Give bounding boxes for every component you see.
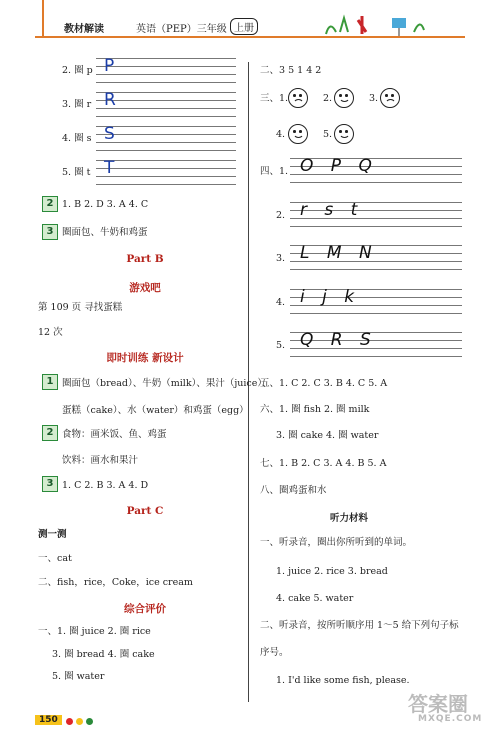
letter-r: R	[104, 90, 122, 110]
answer-four-label: 四、1.	[260, 166, 289, 177]
exercise2-answers: 1. B 2. D 3. A 4. C	[62, 199, 149, 210]
footer-dot-yellow	[76, 718, 83, 725]
answer-three-label: 三、1.	[260, 93, 289, 104]
header-decoration-icon	[318, 12, 438, 38]
page-number: 150	[35, 715, 62, 725]
q4s-label: 4. 圈 s	[62, 133, 92, 144]
answer-three-num: 3.	[369, 93, 379, 104]
game-heading: 游戏吧	[129, 282, 161, 294]
listening-part2-sentence: 1. I'd like some fish, please.	[276, 675, 410, 686]
training1-line2: 蛋糕（cake）、水（water）和鸡蛋（egg）	[62, 405, 249, 416]
sad-face-icon	[380, 88, 400, 108]
part-b-heading: Part B	[126, 253, 164, 265]
training2-line1: 食物：画米饭、鱼、鸡蛋	[62, 429, 167, 440]
happy-face-icon	[334, 124, 354, 144]
test-answer-2: 二、fish，rice，Coke，ice cream	[38, 577, 193, 588]
listening-part1-words-b: 4. cake 5. water	[276, 593, 354, 604]
letter-p: P	[104, 56, 121, 76]
letter-s: S	[104, 124, 121, 144]
review-answer-2: 3. 圈 bread 4. 圈 cake	[52, 649, 155, 660]
listening-part2-line1: 二、听录音，按所听顺序用 1～5 给下列句子标	[260, 620, 459, 631]
answer-four-num: 5.	[276, 340, 286, 351]
listening-heading: 听力材料	[330, 513, 369, 524]
happy-face-icon	[334, 88, 354, 108]
q5t-label: 5. 圈 t	[62, 167, 91, 178]
exercise-number-badge: 3	[42, 224, 58, 240]
training-heading: 即时训练 新设计	[106, 352, 184, 364]
review-answer-1: 一、1. 圈 juice 2. 圈 rice	[38, 626, 151, 637]
volume-badge: 上册	[230, 18, 258, 35]
handwriting-lmn: L M N	[300, 243, 378, 263]
handwriting-ijk: i j k	[300, 287, 361, 307]
answer-five: 五、1. C 2. C 3. B 4. C 5. A	[260, 378, 388, 389]
handwriting-rst: r s t	[300, 200, 364, 220]
answer-four-num: 3.	[276, 253, 286, 264]
part-c-heading: Part C	[126, 505, 164, 517]
listening-part2-line2: 序号。	[260, 647, 289, 658]
listening-part1-words-a: 1. juice 2. rice 3. bread	[276, 566, 388, 577]
handwriting-qrs: Q R S	[300, 330, 377, 350]
exercise-number-badge: 2	[42, 425, 58, 441]
answer-two: 二、3 5 1 4 2	[260, 65, 322, 76]
review-heading: 综合评价	[124, 603, 166, 615]
q2p-label: 2. 圈 p	[62, 65, 93, 76]
book-title: 教材解读	[64, 24, 104, 35]
answer-six-line2: 3. 圈 cake 4. 圈 water	[276, 430, 379, 441]
test-answer-1: 一、cat	[38, 553, 72, 564]
footer-dot-green	[86, 718, 93, 725]
answer-three-num: 2.	[323, 93, 333, 104]
watermark-url: MXQE.COM	[418, 714, 483, 724]
page-reference: 第 109 页 寻找蛋糕	[38, 302, 123, 313]
answer-four-num: 4.	[276, 297, 286, 308]
answer-seven: 七、1. B 2. C 3. A 4. B 5. A	[260, 458, 387, 469]
exercise-number-badge: 3	[42, 476, 58, 492]
answer-three-num: 4.	[276, 129, 286, 140]
handwriting-opq: O P Q	[300, 156, 378, 176]
header-vertical-rule	[42, 0, 44, 38]
exercise-number-badge: 1	[42, 374, 58, 390]
sad-face-icon	[288, 88, 308, 108]
training1-line1: 圈面包（bread）、牛奶（milk）、果汁（juice）、	[62, 378, 272, 389]
answer-four-num: 2.	[276, 210, 286, 221]
training2-line2: 饮料：画水和果汁	[62, 455, 139, 466]
listening-part1: 一、听录音，圈出你所听到的单词。	[260, 537, 413, 548]
exercise3-answers: 圈面包、牛奶和鸡蛋	[62, 227, 148, 238]
review-answer-3: 5. 圈 water	[52, 671, 105, 682]
times-answer: 12 次	[38, 327, 63, 338]
happy-face-icon	[288, 124, 308, 144]
test-heading: 测一测	[38, 529, 67, 540]
letter-t: T	[104, 158, 121, 178]
answer-eight: 八、圈鸡蛋和水	[260, 485, 327, 496]
footer-dot-red	[66, 718, 73, 725]
watermark-logo: 答案圈	[408, 692, 468, 716]
q3r-label: 3. 圈 r	[62, 99, 92, 110]
exercise-number-badge: 2	[42, 196, 58, 212]
answer-six-line1: 六、1. 圈 fish 2. 圈 milk	[260, 404, 370, 415]
subject-label: 英语（PEP）三年级	[136, 24, 227, 35]
training3-answers: 1. C 2. B 3. A 4. D	[62, 480, 149, 491]
answer-three-num: 5.	[323, 129, 333, 140]
